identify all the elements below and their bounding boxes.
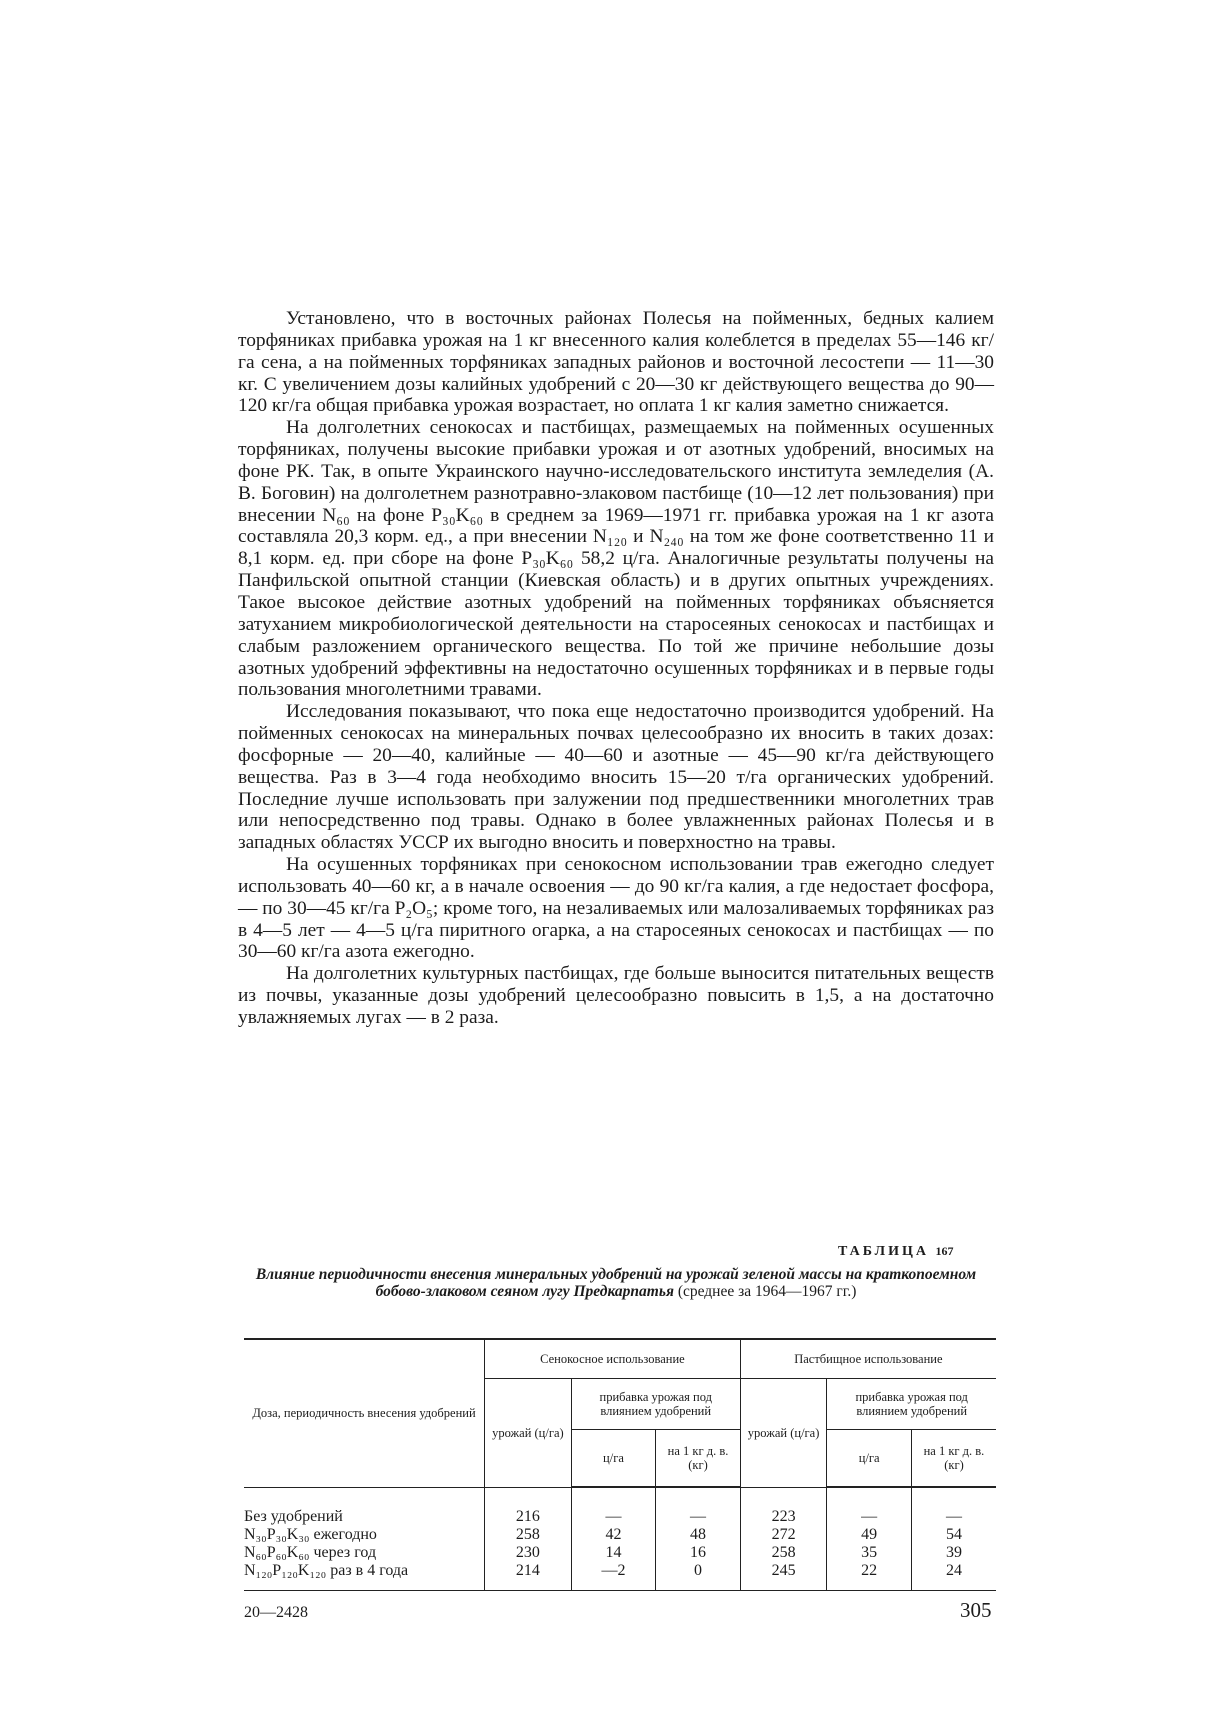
cell-hay-increase: —2	[571, 1562, 656, 1591]
paragraph-1: Установлено, что в восточных районах Полесья на пойменных, бедных калием торфяниках прибавка урожая на 1 кг внесенного калия колеблется в пределах 55—146 кг/га сена, а на пойменных торфяниках западных районов и восточной лесостепи — 11—30 кг. С увеличением дозы калийных удобрений с 20—30 кг действующего вещества до 90—120 кг/га общая прибавка урожая возрастает, но оплата 1 кг калия заметно снижается.	[238, 308, 994, 417]
header-hay-use: Сенокосное использование	[485, 1339, 741, 1379]
table-caption	[238, 1266, 994, 1300]
page-number: 305	[960, 1598, 992, 1622]
body-text	[238, 308, 994, 1029]
header-hay-per-kg: на 1 кг д. в. (кг)	[656, 1430, 741, 1488]
cell-pasture-per-kg: —	[911, 1487, 996, 1526]
cell-hay-increase: —	[571, 1487, 656, 1526]
cell-hay-yield: 258	[485, 1526, 572, 1544]
cell-pasture-per-kg: 39	[911, 1544, 996, 1562]
header-pasture-per-kg: на 1 кг д. в. (кг)	[911, 1430, 996, 1488]
cell-dose: N₆₀P₆₀K₆₀ через год	[244, 1544, 377, 1561]
cell-pasture-increase: 35	[827, 1544, 912, 1562]
table-row	[244, 1487, 996, 1526]
cell-hay-yield: 216	[485, 1487, 572, 1526]
header-hay-yield: урожай (ц/га)	[485, 1379, 572, 1488]
table-caption-title: Влияние периодичности внесения минеральных удобрений на урожай зеленой массы на краткопоемном бобово-злаковом сеяном лугу Предкарпатья	[255, 1266, 977, 1300]
cell-pasture-per-kg: 54	[911, 1526, 996, 1544]
cell-pasture-increase: —	[827, 1487, 912, 1526]
data-table	[244, 1338, 996, 1591]
table-row	[244, 1544, 996, 1562]
cell-pasture-yield: 223	[740, 1487, 827, 1526]
header-pasture-increase: прибавка урожая под влиянием удобрений	[827, 1379, 996, 1430]
header-hay-increase: прибавка урожая под влиянием удобрений	[571, 1379, 740, 1430]
paragraph-2: На долголетних сенокосах и пастбищах, размещаемых на пойменных осушенных торфяниках, получены высокие прибавки урожая и от азотных удобрений, вносимых на фоне РК. Так, в опыте Украинского научно-исследовательского института земледелия (А. В. Боговин) на долголетнем разнотравно-злаковом пастбище (10—12 лет пользования) при внесении N₆₀ на фоне P₃₀K₆₀ в среднем за 1969—1971 гг. прибавка урожая на 1 кг азота составляла 20,3 корм. ед., а при внесении N₁₂₀ и N₂₄₀ на том же фоне соответственно 11 и 8,1 корм. ед. при сборе на фоне P₃₀K₆₀ 58,2 ц/га. Аналогичные результаты получены на Панфильской опытной станции (Киевская область) и в других опытных учреждениях. Такое высокое действие азотных удобрений на пойменных торфяниках объясняется затуханием микробиологической деятельности на старосеяных сенокосах и пастбищах и слабым разложением органического вещества. По той же причине небольшие дозы азотных удобрений эффективны на недостаточно осушенных торфяниках и в первые годы пользования многолетними травами.	[238, 417, 994, 701]
cell-pasture-yield: 258	[740, 1544, 827, 1562]
paragraph-4: На осушенных торфяниках при сенокосном использовании трав ежегодно следует использовать 40—60 кг, а в начале освоения — до 90 кг/га калия, а где недостает фосфора, — по 30—45 кг/га P₂O₅; кроме того, на незаливаемых или малозаливаемых торфяниках раз в 4—5 лет — 4—5 ц/га пиритного огарка, а на старосеяных сенокосах и пастбищах — по 30—60 кг/га азота ежегодно.	[238, 854, 994, 963]
printer-signature: 20—2428	[244, 1604, 308, 1621]
table-caption-period: (среднее за 1964—1967 гг.)	[677, 1283, 857, 1300]
header-pasture-use: Пастбищное использование	[740, 1339, 996, 1379]
cell-pasture-increase: 22	[827, 1562, 912, 1591]
table-row	[244, 1562, 996, 1591]
cell-hay-per-kg: 48	[656, 1526, 741, 1544]
cell-pasture-yield: 245	[740, 1562, 827, 1591]
cell-dose: N₁₂₀P₁₂₀K₁₂₀ раз в 4 года	[244, 1562, 485, 1591]
table-row	[244, 1526, 996, 1544]
paragraph-3: Исследования показывают, что пока еще недостаточно производится удобрений. На пойменных сенокосах на минеральных почвах целесообразно их вносить в таких дозах: фосфорные — 20—40, калийные — 40—60 и азотные — 45—90 кг/га действующего вещества. Раз в 3—4 года необходимо вносить 15—20 т/га органических удобрений. Последние лучше использовать при залужении под предшественники многолетних трав или непосредственно под травы. Однако в более увлажненных районах Полесья и в западных областях УССР их выгодно вносить и поверхностно на травы.	[238, 701, 994, 854]
cell-hay-yield: 214	[485, 1562, 572, 1591]
cell-pasture-per-kg: 24	[911, 1562, 996, 1591]
cell-hay-per-kg: —	[656, 1487, 741, 1526]
header-dose: Доза, периодичность внесения удобрений	[244, 1339, 485, 1487]
cell-hay-increase: 14	[571, 1544, 656, 1562]
table-number: 167	[935, 1244, 954, 1258]
cell-hay-increase: 42	[571, 1526, 656, 1544]
cell-dose: N₃₀P₃₀K₃₀ ежегодно	[244, 1526, 377, 1543]
header-hay-per-ha: ц/га	[571, 1430, 656, 1488]
header-pasture-yield: урожай (ц/га)	[740, 1379, 827, 1488]
table-label-word: ТАБЛИЦА	[838, 1244, 929, 1259]
cell-dose: Без удобрений	[244, 1507, 343, 1525]
header-pasture-per-ha: ц/га	[827, 1430, 912, 1488]
table-label	[838, 1244, 953, 1260]
cell-hay-per-kg: 16	[656, 1544, 741, 1562]
cell-pasture-yield: 272	[740, 1526, 827, 1544]
cell-hay-yield: 230	[485, 1544, 572, 1562]
cell-hay-per-kg: 0	[656, 1562, 741, 1591]
paragraph-5: На долголетних культурных пастбищах, где больше выносится питательных веществ из почвы, указанные дозы удобрений целесообразно повысить в 1,5, а на достаточно увлажняемых лугах — в 2 раза.	[238, 963, 994, 1028]
cell-pasture-increase: 49	[827, 1526, 912, 1544]
